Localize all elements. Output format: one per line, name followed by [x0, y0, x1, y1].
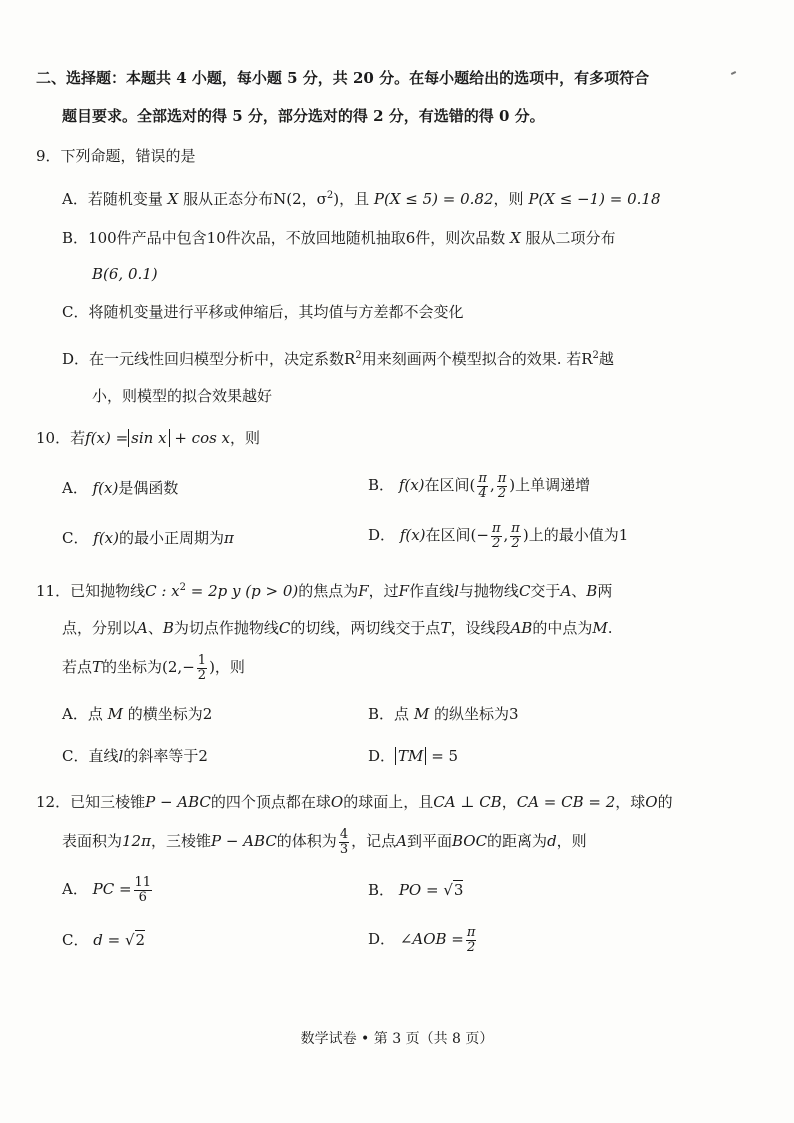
text: 若随机变量 [87, 190, 163, 208]
math: + cos x [174, 429, 231, 447]
fraction: $\frac{11}{6}$ [134, 874, 152, 905]
text: 越 [598, 350, 614, 368]
q10-option-a [62, 478, 178, 498]
var: X [167, 190, 179, 208]
option-label: D． [368, 526, 396, 544]
q12-line2: 表面积为12π，三棱锥P − ABC的体积为 $\frac{4}{3}$ ，记点A到平面BOC的距离为d，则 [62, 826, 587, 857]
abs-value: sin x [128, 429, 169, 447]
q9-option-c [62, 302, 464, 322]
text: 在区间( [424, 476, 476, 494]
q9-stem: 9．下列命题，错误的是 [36, 147, 196, 165]
var: X [510, 229, 521, 247]
fraction: $\frac{\pi}{4}$ [478, 470, 487, 501]
q12-option-b: B． PO = √3 [368, 881, 464, 899]
text: ，则 [493, 190, 524, 208]
math: P(X ≤ 5) = 0.82 [373, 190, 494, 208]
q11-option-b: B．点 M 的纵坐标为3 [368, 705, 519, 723]
section-heading-line1: 二、选择题：本题共 4 小题，每小题 5 分，共 20 分。在每小题给出的选项中，有多项符合 [36, 69, 650, 87]
q10-option-b: B． f(x)在区间( $\frac{\pi}{4}$ , $\frac{\pi}{2}$ )上单调递增 [368, 470, 591, 501]
text: 在一元线性回归模型分析中，决定系数R [89, 350, 356, 368]
text: ，则 [230, 429, 261, 447]
fraction: $\frac{\pi}{2}$ [466, 924, 476, 955]
fraction: $\frac{4}{3}$ [339, 826, 349, 857]
q12-option-d: D． ∠AOB = $\frac{\pi}{2}$ [368, 924, 476, 955]
text: 将随机变量进行平移或伸缩后，其均值与方差都不会变化 [88, 303, 464, 321]
fraction: $\frac{\pi}{2}$ [511, 520, 520, 551]
fraction: $\frac{\pi}{2}$ [491, 520, 501, 551]
sup: 2 [326, 190, 334, 201]
q11-line2: 点，分别以A、B为切点作抛物线C的切线，两切线交于点T，设线段AB的中点为M. [62, 619, 613, 637]
math: f(x) [399, 526, 426, 544]
math: f(x) [398, 476, 425, 494]
text: 在区间( [425, 526, 477, 544]
option-label: A． [62, 190, 88, 208]
abs-value: TM [395, 747, 426, 765]
option-label: C． [62, 529, 89, 547]
text: 的最小正周期为 [118, 529, 224, 547]
q11-option-c: C．直线l的斜率等于2 [62, 747, 208, 765]
text: )，且 [333, 190, 370, 208]
q10-stem [36, 428, 260, 448]
option-label: A． [62, 479, 88, 497]
q9-option-d [62, 346, 614, 369]
text: )上的最小值为1 [522, 526, 629, 544]
section-heading-line2: 题目要求。全部选对的得 5 分，部分选对的得 2 分，有选错的得 0 分。 [62, 107, 545, 125]
q9-option-b [62, 228, 616, 248]
fraction: $\frac{\pi}{2}$ [497, 470, 507, 501]
math: π [224, 529, 234, 547]
q12-option-a: A． PC = $\frac{11}{6}$ [62, 874, 152, 905]
math: P(X ≤ −1) = 0.18 [528, 190, 661, 208]
option-label: B． [62, 229, 89, 247]
q12-option-c: C． d = √2 [62, 931, 146, 949]
text: 服从二项分布 [525, 229, 616, 247]
text: 服从正态分布N(2，σ [183, 190, 327, 208]
option-label: B． [368, 476, 395, 494]
text: 10．若 [36, 429, 86, 447]
scan-mark [731, 71, 736, 75]
text: )上单调递增 [509, 476, 591, 494]
sup: 2 [592, 350, 599, 361]
q11-option-d: D． TM = 5 [368, 747, 459, 765]
sup: 2 [355, 350, 362, 361]
q11-line3: 若点T的坐标为(2,− $\frac{1}{2}$ )，则 [62, 652, 245, 683]
q10-option-d: D． f(x)在区间(− $\frac{\pi}{2}$ , $\frac{\pi}{2}$ )上的最小值为1 [368, 520, 629, 551]
option-label: C． [62, 303, 89, 321]
option-label: D． [62, 350, 90, 368]
q9-option-a [62, 186, 661, 209]
text: 用来刻画两个模型拟合的效果. 若R [361, 350, 593, 368]
q10-option-c [62, 528, 234, 548]
text: 100件产品中包含10件次品，不放回地随机抽取6件，则次品数 [88, 229, 506, 247]
math: f(x) [92, 479, 119, 497]
q9-option-d-cont: 小，则模型的拟合效果越好 [92, 387, 273, 405]
fraction: $\frac{1}{2}$ [197, 652, 207, 683]
page-footer: 数学试卷 • 第 3 页（共 8 页） [300, 1031, 494, 1047]
q9-option-b-cont: B(6, 0.1) [92, 265, 158, 283]
math: f(x) [93, 529, 119, 547]
sqrt: 3 [453, 881, 464, 899]
sqrt: 2 [135, 931, 146, 949]
q12-line1: 12．已知三棱锥P − ABC的四个顶点都在球O的球面上，且CA ⊥ CB，CA = CB = 2，球O的 [36, 793, 673, 811]
math: f(x) = [85, 429, 129, 447]
text: 是偶函数 [118, 479, 179, 497]
q11-option-a: A．点 M 的横坐标为2 [62, 705, 213, 723]
q11-line1: 11．已知抛物线C : $x^2 = 2p$ y (p > 0)的焦点为F，过F作直线l与抛物线C交于A、B两 [36, 582, 613, 600]
